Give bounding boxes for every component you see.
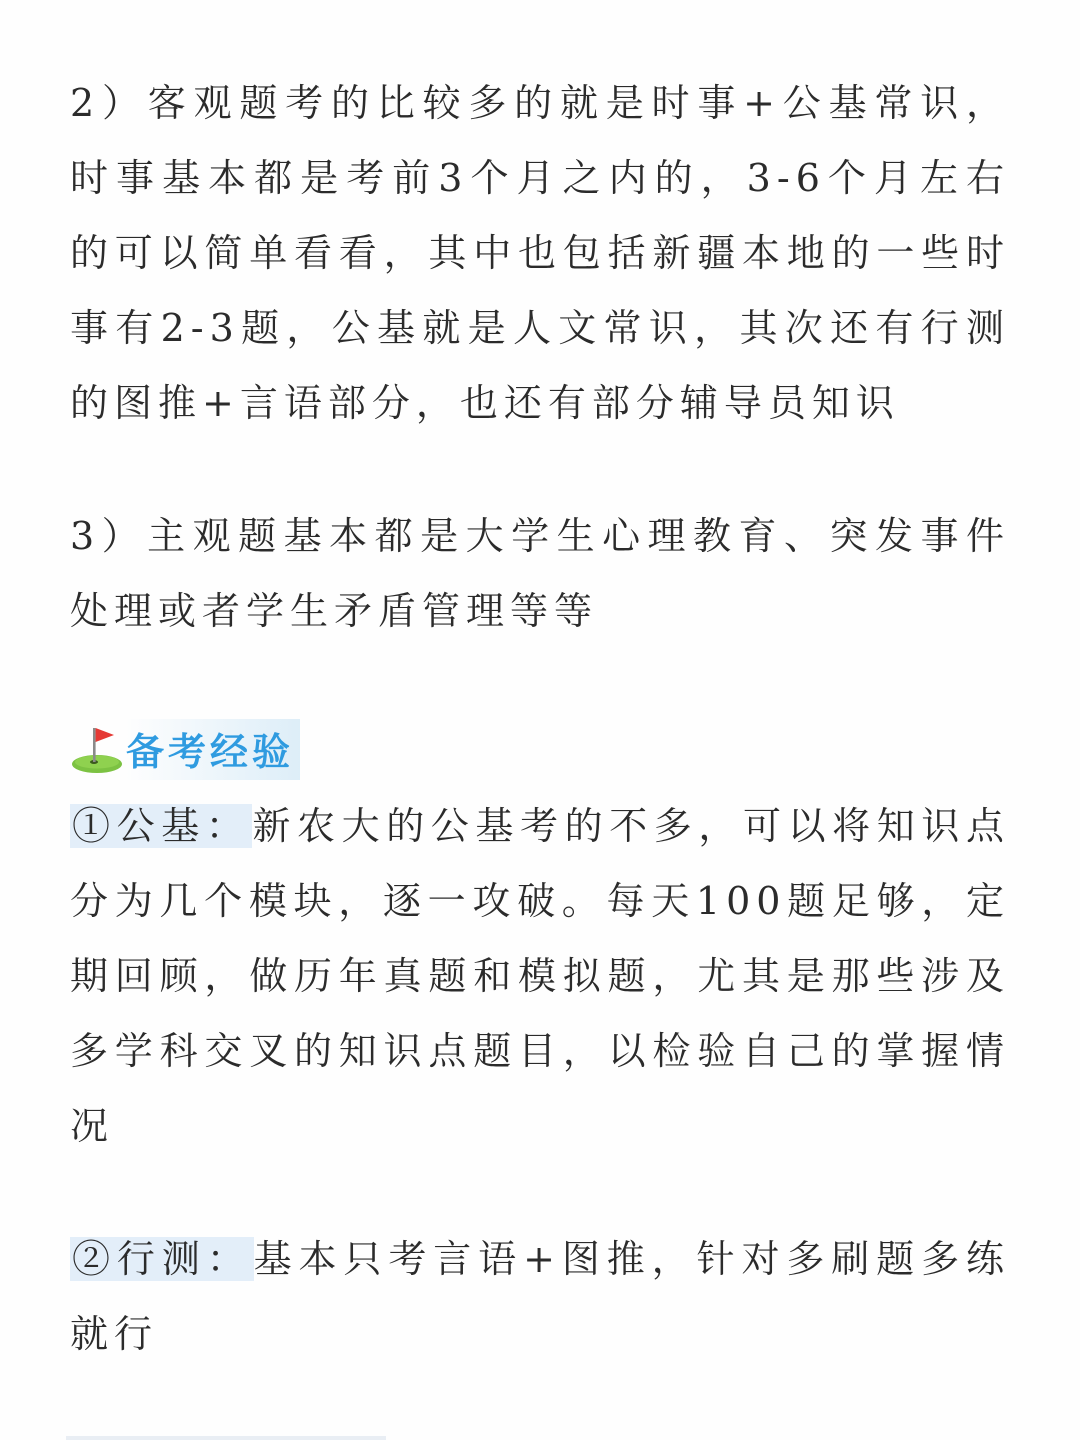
tip-public-knowledge (70, 789, 1010, 1164)
tip-text: 基本只考言语+图推，针对多刷题多练就行 (70, 1237, 1010, 1356)
paragraph-objective-questions: 2）客观题考的比较多的就是时事+公基常识，时事基本都是考前3个月之内的，3-6个月左右的可以简单看看，其中也包括新疆本地的一些时事有2-3题，公基就是人文常识，其次还有行测的图推+言语部分，也还有部分辅导员知识 (70, 81, 1010, 425)
paragraph-subjective-questions: 3）主观题基本都是大学生心理教育、突发事件处理或者学生矛盾管理等等 (70, 514, 1010, 633)
tip-label: ①公基： (72, 804, 251, 848)
tip-aptitude-test (70, 1222, 1010, 1372)
golf-flag-icon (70, 722, 124, 776)
tip-text: 新农大的公基考的不多，可以将知识点分为几个模块，逐一攻破。每天100题足够，定期回顾，做历年真题和模拟题，尤其是那些涉及多学科交叉的知识点题目，以检验自己的掌握情况 (70, 804, 1010, 1148)
section-heading (70, 713, 1010, 785)
article-body (70, 66, 1010, 1372)
next-label-edge (66, 1436, 386, 1440)
section-heading-text: 备考经验 (124, 719, 300, 780)
tip-label: ②行测： (72, 1237, 252, 1281)
